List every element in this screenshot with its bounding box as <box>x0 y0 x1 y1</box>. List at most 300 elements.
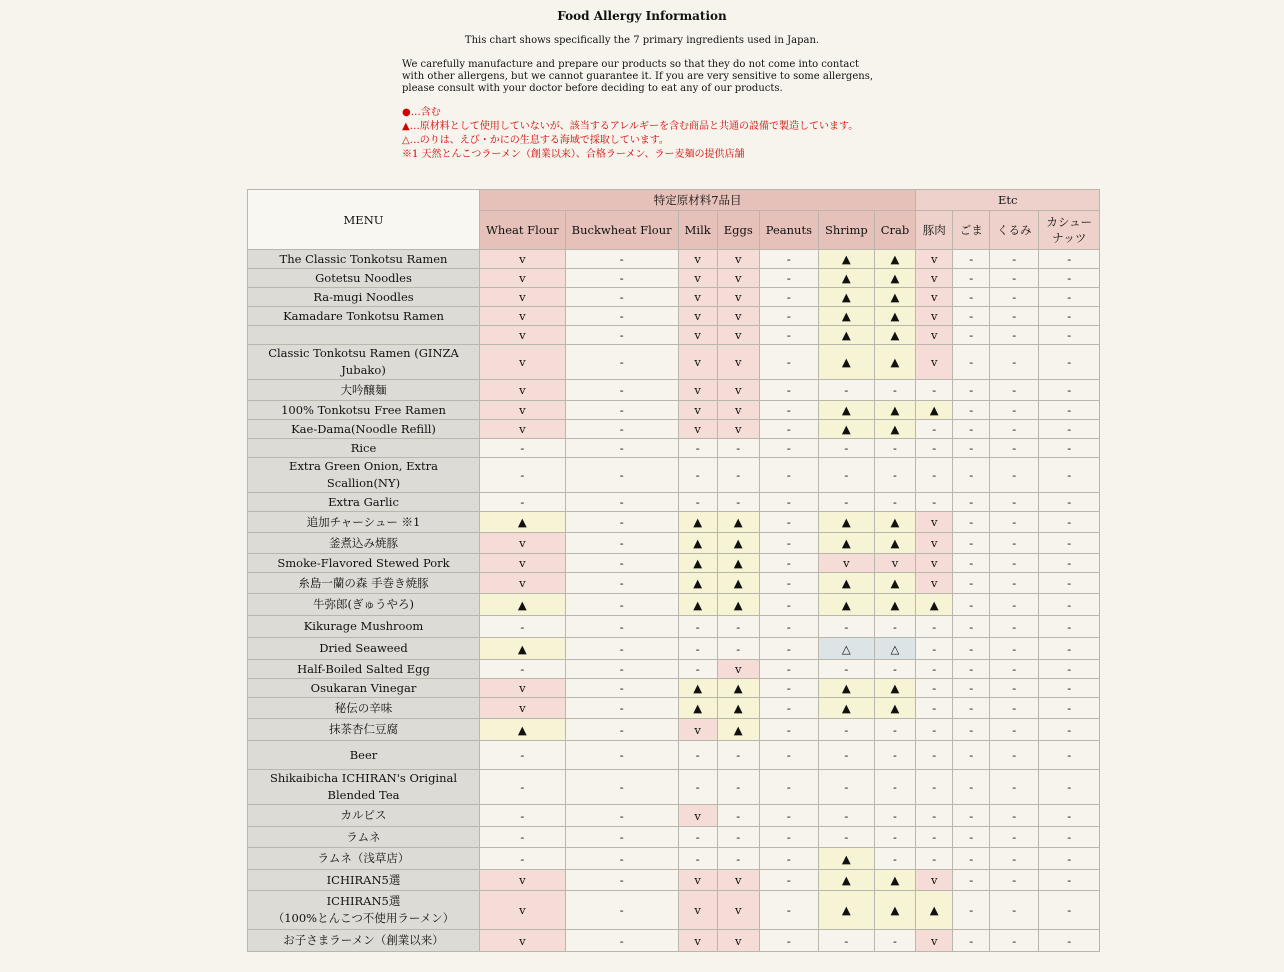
allergen-cell: - <box>990 493 1039 512</box>
allergen-cell: - <box>874 770 916 805</box>
allergen-cell: ▲ <box>717 533 759 554</box>
table-row <box>248 269 1100 288</box>
allergen-cell: - <box>565 594 678 616</box>
allergen-cell: - <box>717 805 759 827</box>
table-row <box>248 458 1100 493</box>
allergen-cell: ▲ <box>818 594 874 616</box>
legend-note-1: ※1 天然とんこつラーメン（創業以来）、合格ラーメン、ラー麦麺の提供店舗 <box>402 149 745 160</box>
allergen-cell: v <box>874 554 916 573</box>
table-row <box>248 594 1100 616</box>
allergen-cell: - <box>759 870 818 891</box>
menu-item-name: Rice <box>248 439 480 458</box>
allergen-cell: v <box>717 401 759 420</box>
table-row <box>248 288 1100 307</box>
allergen-cell: - <box>990 698 1039 719</box>
allergen-cell: - <box>1039 638 1100 660</box>
allergen-cell: ▲ <box>818 891 874 930</box>
allergen-cell: - <box>916 805 953 827</box>
allergen-cell: - <box>480 439 566 458</box>
allergen-cell: v <box>480 307 566 326</box>
allergen-cell: - <box>953 380 990 401</box>
allergen-cell: v <box>717 870 759 891</box>
allergen-cell: - <box>1039 719 1100 741</box>
allergen-cell: ▲ <box>717 594 759 616</box>
allergen-cell: - <box>717 458 759 493</box>
allergen-cell: ▲ <box>818 345 874 380</box>
allergen-cell: - <box>953 770 990 805</box>
allergen-cell: ▲ <box>678 554 717 573</box>
allergen-cell: - <box>916 493 953 512</box>
allergen-cell: - <box>953 554 990 573</box>
menu-item-name: 糸島一蘭の森 手巻き焼豚 <box>248 573 480 594</box>
allergen-cell: - <box>953 679 990 698</box>
allergen-cell: ▲ <box>874 512 916 533</box>
allergen-cell: - <box>565 719 678 741</box>
menu-item-name: Kae-Dama(Noodle Refill) <box>248 420 480 439</box>
allergen-cell: - <box>990 719 1039 741</box>
allergen-cell: - <box>565 493 678 512</box>
allergen-cell: - <box>480 770 566 805</box>
allergen-cell: v <box>678 870 717 891</box>
column-header: Crab <box>874 211 916 250</box>
allergen-cell: v <box>717 250 759 269</box>
menu-item-name: 抹茶杏仁豆腐 <box>248 719 480 741</box>
allergen-cell: - <box>818 616 874 638</box>
allergen-cell: - <box>990 420 1039 439</box>
allergen-cell: - <box>953 573 990 594</box>
allergen-cell: ▲ <box>480 638 566 660</box>
allergen-cell: - <box>565 573 678 594</box>
allergen-cell: ▲ <box>717 554 759 573</box>
allergen-cell: ▲ <box>480 512 566 533</box>
allergen-cell: - <box>1039 573 1100 594</box>
allergen-cell: - <box>874 930 916 952</box>
table-row <box>248 573 1100 594</box>
table-row <box>248 870 1100 891</box>
allergen-cell: - <box>1039 420 1100 439</box>
allergen-cell: v <box>480 345 566 380</box>
allergen-cell: - <box>565 770 678 805</box>
allergen-cell: - <box>759 493 818 512</box>
allergen-cell: ▲ <box>717 698 759 719</box>
menu-item-name: ICHIRAN5選 <box>248 870 480 891</box>
allergen-cell: v <box>717 307 759 326</box>
allergen-cell: - <box>916 439 953 458</box>
allergen-cell: - <box>565 380 678 401</box>
allergen-cell: - <box>678 493 717 512</box>
allergen-cell: - <box>678 770 717 805</box>
allergen-cell: - <box>759 719 818 741</box>
menu-item-name: Classic Tonkotsu Ramen (GINZA Jubako) <box>248 345 480 380</box>
allergen-cell: - <box>759 345 818 380</box>
allergen-cell: ▲ <box>874 269 916 288</box>
allergen-cell: - <box>990 660 1039 679</box>
allergen-cell: - <box>678 616 717 638</box>
allergen-cell: v <box>480 930 566 952</box>
allergen-cell: - <box>916 698 953 719</box>
allergen-cell: - <box>565 458 678 493</box>
allergen-cell: - <box>717 827 759 848</box>
allergen-cell: v <box>916 870 953 891</box>
table-row <box>248 848 1100 870</box>
allergen-cell: - <box>678 827 717 848</box>
menu-item-name: 100% Tonkotsu Free Ramen <box>248 401 480 420</box>
allergen-cell: - <box>916 679 953 698</box>
group-header-main: 特定原材料7品目 <box>480 190 916 211</box>
allergen-cell: - <box>1039 848 1100 870</box>
allergen-cell: - <box>990 288 1039 307</box>
allergen-cell: ▲ <box>678 533 717 554</box>
menu-item-name: ラムネ <box>248 827 480 848</box>
allergen-cell: - <box>565 288 678 307</box>
allergen-cell: - <box>1039 250 1100 269</box>
allergen-cell: - <box>565 269 678 288</box>
allergen-cell: - <box>916 616 953 638</box>
table-row <box>248 307 1100 326</box>
allergen-cell: ▲ <box>818 326 874 345</box>
allergen-cell: - <box>759 616 818 638</box>
menu-item-name: Shikaibicha ICHIRAN's Original Blended Tea <box>248 770 480 805</box>
allergen-cell: - <box>678 458 717 493</box>
allergen-cell: - <box>1039 512 1100 533</box>
allergen-cell: - <box>759 307 818 326</box>
allergen-cell: ▲ <box>480 594 566 616</box>
allergen-cell: v <box>916 533 953 554</box>
allergen-cell: - <box>990 345 1039 380</box>
allergen-cell: v <box>678 307 717 326</box>
allergen-cell: v <box>480 269 566 288</box>
allergen-cell: - <box>717 439 759 458</box>
menu-item-name: Dried Seaweed <box>248 638 480 660</box>
column-header: Milk <box>678 211 717 250</box>
menu-item-name: Extra Garlic <box>248 493 480 512</box>
allergen-cell: v <box>916 573 953 594</box>
allergen-cell: - <box>818 458 874 493</box>
allergen-cell: - <box>480 848 566 870</box>
allergen-cell: - <box>565 345 678 380</box>
menu-item-name: Kamadare Tonkotsu Ramen <box>248 307 480 326</box>
allergen-cell: - <box>565 439 678 458</box>
allergen-cell: - <box>759 891 818 930</box>
allergen-cell: ▲ <box>678 698 717 719</box>
allergen-cell: - <box>990 930 1039 952</box>
allergen-cell: - <box>990 638 1039 660</box>
allergen-cell: - <box>953 269 990 288</box>
allergen-cell: v <box>717 930 759 952</box>
menu-item-name: The Classic Tonkotsu Ramen <box>248 250 480 269</box>
allergen-cell: v <box>717 420 759 439</box>
allergen-cell: - <box>1039 805 1100 827</box>
allergen-cell: - <box>759 660 818 679</box>
menu-item-name: Gotetsu Noodles <box>248 269 480 288</box>
allergen-cell: v <box>480 870 566 891</box>
allergen-cell: v <box>916 288 953 307</box>
menu-header: MENU <box>248 190 480 250</box>
allergen-cell: v <box>678 420 717 439</box>
menu-item-name: Extra Green Onion, Extra Scallion(NY) <box>248 458 480 493</box>
allergen-cell: - <box>759 533 818 554</box>
table-row <box>248 719 1100 741</box>
table-row <box>248 679 1100 698</box>
allergen-cell: v <box>678 326 717 345</box>
page-title: Food Allergy Information <box>557 9 727 23</box>
allergen-cell: - <box>990 269 1039 288</box>
allergen-cell: - <box>759 770 818 805</box>
allergen-cell: ▲ <box>818 848 874 870</box>
allergen-cell: - <box>990 805 1039 827</box>
allergen-cell: - <box>953 741 990 770</box>
allergen-cell: - <box>1039 616 1100 638</box>
allergen-cell: - <box>1039 679 1100 698</box>
allergen-cell: - <box>759 573 818 594</box>
allergen-cell: v <box>480 401 566 420</box>
allergen-cell: - <box>818 827 874 848</box>
table-row <box>248 770 1100 805</box>
allergen-cell: - <box>818 380 874 401</box>
allergen-cell: - <box>953 533 990 554</box>
allergen-cell: - <box>1039 827 1100 848</box>
disclaimer-text: We carefully manufacture and prepare our products so that they do not come into contact with other allergens, but we cannot guarantee it. If you are very sensitive to some allergens, please consult with your doctor before deciding to eat any of our products. <box>402 59 874 94</box>
allergen-cell: - <box>916 660 953 679</box>
allergen-cell: - <box>990 307 1039 326</box>
allergen-cell: - <box>1039 345 1100 380</box>
allergen-cell: v <box>717 345 759 380</box>
allergen-cell: - <box>480 660 566 679</box>
allergen-cell: - <box>565 638 678 660</box>
table-row <box>248 533 1100 554</box>
allergen-cell: - <box>874 439 916 458</box>
legend <box>402 106 882 162</box>
menu-item-name: 牛弥郎(ぎゅうやろ) <box>248 594 480 616</box>
allergen-cell: - <box>818 805 874 827</box>
allergen-cell: - <box>953 307 990 326</box>
allergen-cell: - <box>953 827 990 848</box>
table-row <box>248 827 1100 848</box>
menu-item-name <box>248 326 480 345</box>
allergen-cell: - <box>565 930 678 952</box>
allergen-cell: - <box>1039 741 1100 770</box>
allergen-cell: - <box>565 870 678 891</box>
allergen-cell: - <box>565 827 678 848</box>
allergen-cell: ▲ <box>480 719 566 741</box>
table-row <box>248 493 1100 512</box>
allergen-cell: - <box>874 493 916 512</box>
table-row <box>248 512 1100 533</box>
allergen-cell: - <box>565 679 678 698</box>
allergen-cell: ▲ <box>874 326 916 345</box>
allergen-cell: v <box>678 380 717 401</box>
allergen-cell: - <box>759 380 818 401</box>
allergen-cell: - <box>953 250 990 269</box>
allergen-cell: ▲ <box>818 401 874 420</box>
table-row <box>248 420 1100 439</box>
allergen-cell: - <box>953 719 990 741</box>
allergen-cell: - <box>565 307 678 326</box>
allergen-cell: - <box>1039 401 1100 420</box>
allergen-cell: ▲ <box>717 719 759 741</box>
allergen-cell: - <box>717 638 759 660</box>
allergen-cell: - <box>1039 891 1100 930</box>
allergen-cell: ▲ <box>874 870 916 891</box>
allergen-cell: - <box>1039 594 1100 616</box>
allergen-cell: - <box>990 401 1039 420</box>
allergen-cell: v <box>678 891 717 930</box>
menu-item-name: Kikurage Mushroom <box>248 616 480 638</box>
allergen-cell: ▲ <box>916 594 953 616</box>
allergen-cell: △ <box>874 638 916 660</box>
allergen-cell: - <box>916 719 953 741</box>
allergen-cell: v <box>717 380 759 401</box>
allergen-cell: ▲ <box>818 269 874 288</box>
allergen-cell: - <box>1039 698 1100 719</box>
allergen-cell: - <box>565 401 678 420</box>
menu-item-name: ラムネ（浅草店） <box>248 848 480 870</box>
allergen-cell: - <box>480 741 566 770</box>
allergen-cell: ▲ <box>874 698 916 719</box>
allergen-cell: v <box>916 512 953 533</box>
table-row <box>248 660 1100 679</box>
allergen-cell: - <box>953 345 990 380</box>
allergen-cell: - <box>990 458 1039 493</box>
allergen-cell: - <box>990 770 1039 805</box>
allergen-cell: - <box>1039 380 1100 401</box>
allergen-cell: - <box>565 326 678 345</box>
allergen-cell: - <box>480 493 566 512</box>
allergen-cell: v <box>818 554 874 573</box>
allergen-cell: v <box>480 326 566 345</box>
allergen-cell: - <box>480 827 566 848</box>
allergen-cell: - <box>990 326 1039 345</box>
allergen-cell: - <box>916 827 953 848</box>
allergen-cell: v <box>916 269 953 288</box>
table-row <box>248 401 1100 420</box>
allergen-cell: - <box>759 288 818 307</box>
allergen-cell: ▲ <box>874 594 916 616</box>
allergen-cell: - <box>953 458 990 493</box>
allergen-cell: ▲ <box>818 307 874 326</box>
allergen-cell: - <box>678 638 717 660</box>
allergen-cell: - <box>916 638 953 660</box>
allergen-cell: - <box>990 870 1039 891</box>
allergen-cell: - <box>759 805 818 827</box>
table-row <box>248 345 1100 380</box>
allergen-cell: - <box>1039 533 1100 554</box>
allergen-cell: ▲ <box>818 698 874 719</box>
table-row <box>248 805 1100 827</box>
group-header-etc: Etc <box>916 190 1100 211</box>
allergen-cell: - <box>916 420 953 439</box>
column-header: カシュー ナッツ <box>1039 211 1100 250</box>
allergen-cell: - <box>990 439 1039 458</box>
allergen-cell: v <box>717 269 759 288</box>
allergen-cell: - <box>953 805 990 827</box>
allergen-cell: - <box>480 616 566 638</box>
allergen-cell: - <box>990 679 1039 698</box>
allergen-cell: - <box>874 616 916 638</box>
menu-item-name: 秘伝の辛味 <box>248 698 480 719</box>
allergen-cell: △ <box>818 638 874 660</box>
allergen-cell: - <box>874 827 916 848</box>
allergen-cell: - <box>990 741 1039 770</box>
allergen-cell: - <box>565 250 678 269</box>
allergen-cell: v <box>678 719 717 741</box>
allergen-cell: v <box>480 288 566 307</box>
allergen-cell: ▲ <box>818 288 874 307</box>
allergen-cell: - <box>565 660 678 679</box>
allergen-cell: - <box>1039 269 1100 288</box>
column-header: Buckwheat Flour <box>565 211 678 250</box>
table-row <box>248 326 1100 345</box>
allergen-cell: - <box>990 616 1039 638</box>
allergen-cell: - <box>759 439 818 458</box>
allergen-cell: - <box>678 741 717 770</box>
column-header: Peanuts <box>759 211 818 250</box>
allergen-cell: v <box>480 679 566 698</box>
column-header: Wheat Flour <box>480 211 566 250</box>
allergen-cell: - <box>1039 930 1100 952</box>
allergen-cell: - <box>874 458 916 493</box>
allergen-cell: - <box>916 848 953 870</box>
allergen-cell: ▲ <box>818 250 874 269</box>
allergen-cell: ▲ <box>874 891 916 930</box>
allergen-cell: v <box>916 326 953 345</box>
allergen-cell: ▲ <box>717 679 759 698</box>
allergen-cell: ▲ <box>874 573 916 594</box>
allergen-cell: - <box>990 533 1039 554</box>
menu-item-name: カルピス <box>248 805 480 827</box>
allergen-cell: - <box>990 380 1039 401</box>
allergen-cell: - <box>818 741 874 770</box>
allergen-cell: - <box>953 891 990 930</box>
allergen-cell: - <box>678 660 717 679</box>
allergen-cell: ▲ <box>874 679 916 698</box>
allergen-cell: - <box>818 493 874 512</box>
allergen-cell: v <box>678 345 717 380</box>
allergen-cell: v <box>717 891 759 930</box>
allergen-cell: - <box>759 827 818 848</box>
allergen-cell: - <box>953 420 990 439</box>
allergen-cell: - <box>990 250 1039 269</box>
allergen-cell: - <box>953 439 990 458</box>
allergen-cell: - <box>916 741 953 770</box>
column-header: Eggs <box>717 211 759 250</box>
allergen-cell: ▲ <box>678 594 717 616</box>
allergen-cell: - <box>1039 326 1100 345</box>
allergen-cell: - <box>759 458 818 493</box>
allergen-cell: - <box>990 594 1039 616</box>
allergen-cell: - <box>759 512 818 533</box>
allergen-cell: ▲ <box>874 250 916 269</box>
allergen-cell: ▲ <box>916 401 953 420</box>
allergen-cell: v <box>717 660 759 679</box>
column-header: ごま <box>953 211 990 250</box>
allergen-cell: - <box>480 458 566 493</box>
allergen-cell: - <box>717 616 759 638</box>
allergy-table <box>247 189 1100 952</box>
allergen-cell: - <box>818 439 874 458</box>
allergen-cell: - <box>1039 439 1100 458</box>
allergen-cell: - <box>953 493 990 512</box>
allergen-cell: ▲ <box>818 573 874 594</box>
allergen-cell: v <box>678 269 717 288</box>
allergen-cell: - <box>818 930 874 952</box>
allergen-cell: ▲ <box>818 420 874 439</box>
allergen-cell: - <box>759 698 818 719</box>
allergen-cell: ▲ <box>818 679 874 698</box>
allergen-cell: ▲ <box>678 573 717 594</box>
table-row <box>248 891 1100 930</box>
allergen-cell: - <box>953 638 990 660</box>
